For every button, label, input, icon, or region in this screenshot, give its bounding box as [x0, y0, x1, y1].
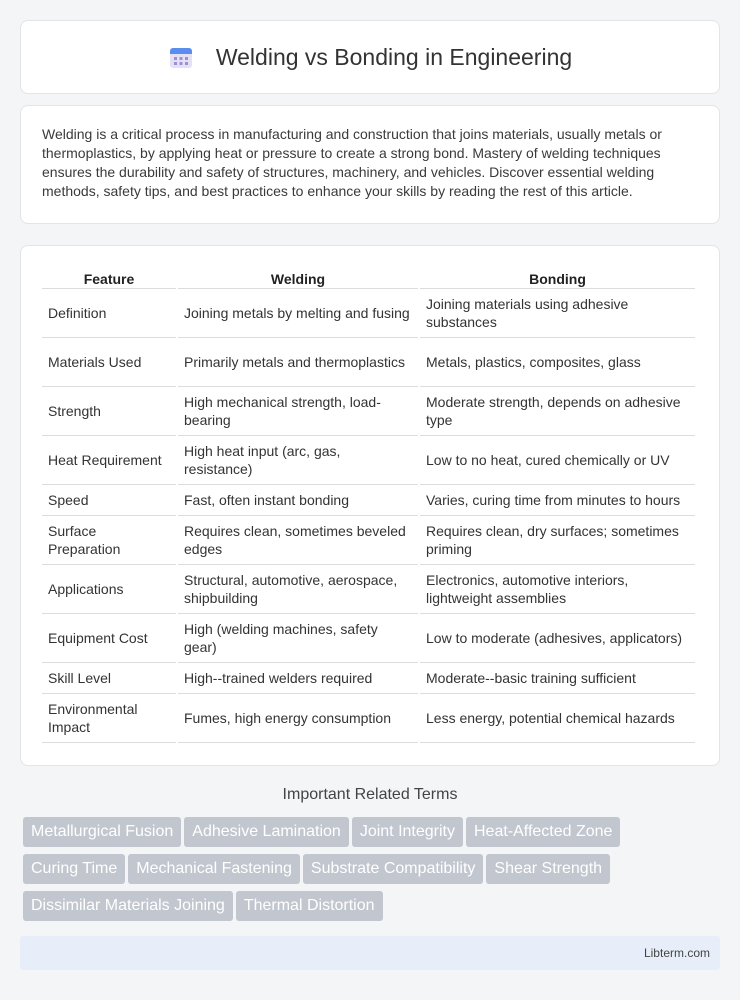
- calendar-icon: [168, 44, 194, 70]
- table-row: [42, 614, 695, 663]
- table-row: [42, 565, 695, 614]
- cell-welding: High--trained welders required: [178, 663, 418, 694]
- cell-bonding: Varies, curing time from minutes to hours: [420, 485, 695, 516]
- related-term-tag[interactable]: Joint Integrity: [352, 817, 463, 847]
- header-welding: Welding: [178, 265, 418, 289]
- cell-bonding: Moderate strength, depends on adhesive type: [420, 387, 695, 436]
- related-term-tag[interactable]: Heat-Affected Zone: [466, 817, 620, 847]
- related-term-tag[interactable]: Mechanical Fastening: [128, 854, 300, 884]
- comparison-card: [20, 245, 720, 766]
- cell-welding: Structural, automotive, aerospace, shipbuilding: [178, 565, 418, 614]
- cell-bonding: Low to no heat, cured chemically or UV: [420, 436, 695, 485]
- cell-welding: Requires clean, sometimes beveled edges: [178, 516, 418, 565]
- cell-feature: Equipment Cost: [42, 614, 176, 663]
- intro-text: Welding is a critical process in manufacturing and construction that joins materials, usually metals or thermoplastics, by applying heat or pressure to create a strong bond. Mastery of welding techniques ensures the durability and safety of structures, machinery, and vehicles. Discover essential welding methods, safety tips, and best practices to enhance your skills by reading the rest of this article.: [42, 126, 662, 199]
- page-title: Welding vs Bonding in Engineering: [215, 43, 573, 70]
- table-row: [42, 663, 695, 694]
- footer: [20, 936, 720, 970]
- cell-bonding: Joining materials using adhesive substances: [420, 289, 695, 338]
- cell-feature: Materials Used: [42, 338, 176, 387]
- related-term-tag[interactable]: Shear Strength: [486, 854, 610, 884]
- cell-bonding: Requires clean, dry surfaces; sometimes priming: [420, 516, 695, 565]
- comparison-table: [40, 265, 697, 743]
- cell-bonding: Electronics, automotive interiors, lightweight assemblies: [420, 565, 695, 614]
- related-term-tag[interactable]: Metallurgical Fusion: [23, 817, 181, 847]
- cell-welding: Fumes, high energy consumption: [178, 694, 418, 743]
- related-terms-title: Important Related Terms: [282, 786, 458, 803]
- related-term-tag[interactable]: Thermal Distortion: [236, 891, 383, 921]
- header-bonding: Bonding: [420, 265, 695, 289]
- header-card: [20, 20, 720, 94]
- cell-feature: Definition: [42, 289, 176, 338]
- cell-feature: Strength: [42, 387, 176, 436]
- related-term-tag[interactable]: Adhesive Lamination: [184, 817, 349, 847]
- cell-bonding: Moderate--basic training sufficient: [420, 663, 695, 694]
- cell-welding: High heat input (arc, gas, resistance): [178, 436, 418, 485]
- cell-feature: Applications: [42, 565, 176, 614]
- related-terms-list: [23, 817, 723, 928]
- table-row: [42, 436, 695, 485]
- cell-welding: Fast, often instant bonding: [178, 485, 418, 516]
- header-feature: Feature: [42, 265, 176, 289]
- related-term-tag[interactable]: Curing Time: [23, 854, 125, 884]
- cell-welding: High mechanical strength, load-bearing: [178, 387, 418, 436]
- cell-bonding: Metals, plastics, composites, glass: [420, 338, 695, 387]
- cell-feature: Surface Preparation: [42, 516, 176, 565]
- table-row: [42, 485, 695, 516]
- cell-welding: Primarily metals and thermoplastics: [178, 338, 418, 387]
- related-term-tag[interactable]: Dissimilar Materials Joining: [23, 891, 233, 921]
- table-header-row: [42, 265, 695, 289]
- intro-card: [20, 105, 720, 224]
- cell-bonding: Low to moderate (adhesives, applicators): [420, 614, 695, 663]
- cell-feature: Environmental Impact: [42, 694, 176, 743]
- cell-feature: Skill Level: [42, 663, 176, 694]
- cell-welding: High (welding machines, safety gear): [178, 614, 418, 663]
- table-row: [42, 338, 695, 387]
- table-row: [42, 387, 695, 436]
- related-term-tag[interactable]: Substrate Compatibility: [303, 854, 484, 884]
- cell-welding: Joining metals by melting and fusing: [178, 289, 418, 338]
- footer-site-link[interactable]: Libterm.com: [643, 946, 710, 960]
- table-row: [42, 289, 695, 338]
- cell-feature: Speed: [42, 485, 176, 516]
- table-row: [42, 516, 695, 565]
- cell-feature: Heat Requirement: [42, 436, 176, 485]
- table-row: [42, 694, 695, 743]
- cell-bonding: Less energy, potential chemical hazards: [420, 694, 695, 743]
